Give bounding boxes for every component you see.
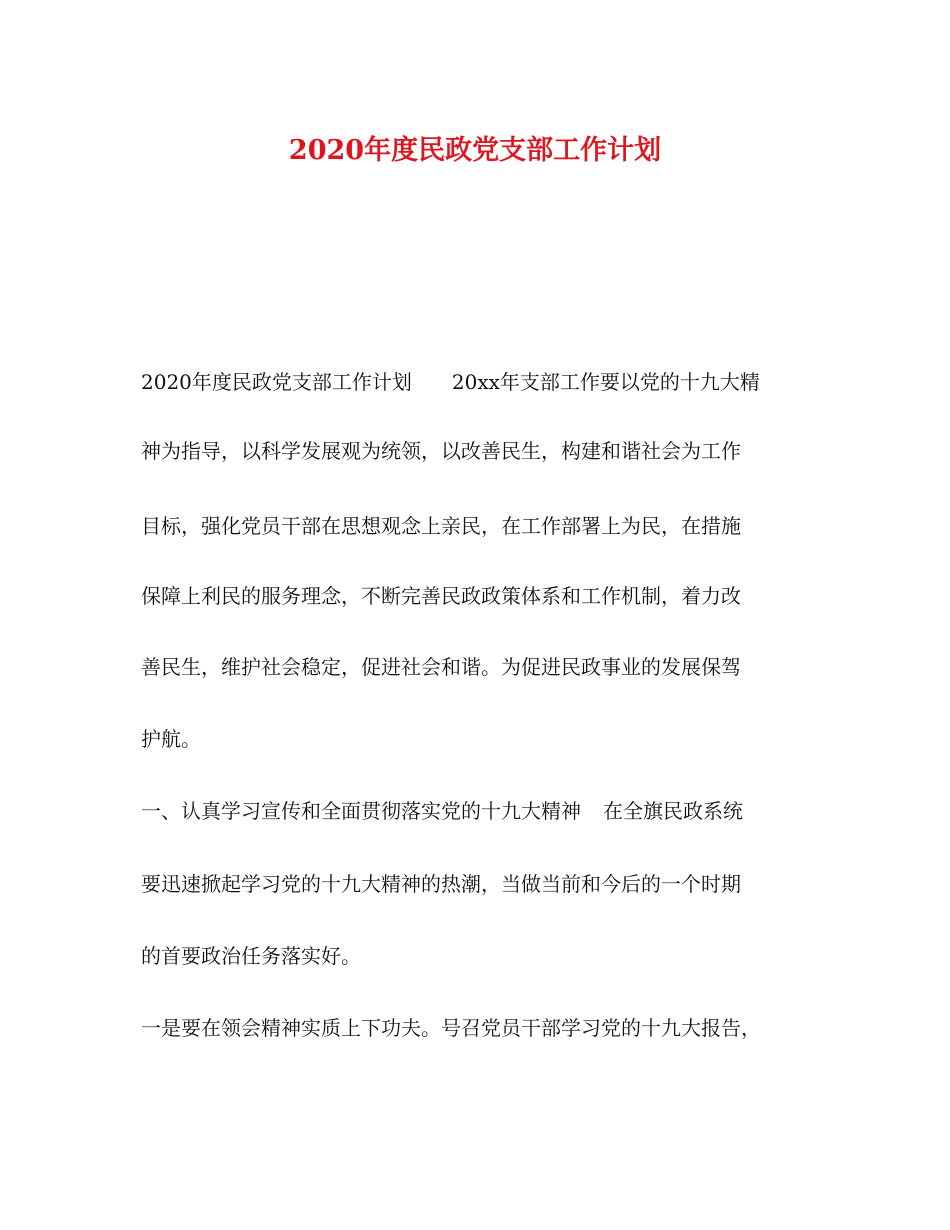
paragraph-line-5: 善民生，维护社会稳定，促进社会和谐。为促进民政事业的发展保驾 [141, 655, 741, 679]
paragraph-line-10: 一是要在领会精神实质上下功夫。号召党员干部学习党的十九大报告， [141, 1016, 761, 1040]
paragraph-line-7 [141, 797, 811, 825]
paragraph-line-2: 神为指导，以科学发展观为统领，以改善民生，构建和谐社会为工作 [141, 439, 741, 463]
line-text: 在全旗民政系统 [603, 799, 743, 823]
paragraph-line-3: 目标，强化党员干部在思想观念上亲民，在工作部署上为民，在措施 [141, 514, 741, 538]
paragraph-line-1 [141, 368, 811, 396]
paragraph-line-9: 的首要政治任务落实好。 [141, 944, 361, 968]
section-heading: 一、认真学习宣传和全面贯彻落实党的十九大精神 [141, 799, 581, 823]
document-title: 2020年度民政党支部工作计划 [288, 135, 662, 166]
inline-heading: 2020年度民政党支部工作计划 [141, 370, 412, 394]
paragraph-line-6: 护航。 [141, 727, 201, 751]
paragraph-line-4: 保障上利民的服务理念，不断完善民政政策体系和工作机制，着力改 [141, 584, 741, 608]
line-text: 20xx年支部工作要以党的十九大精 [451, 370, 760, 394]
paragraph-line-8: 要迅速掀起学习党的十九大精神的热潮，当做当前和今后的一个时期 [141, 872, 741, 896]
